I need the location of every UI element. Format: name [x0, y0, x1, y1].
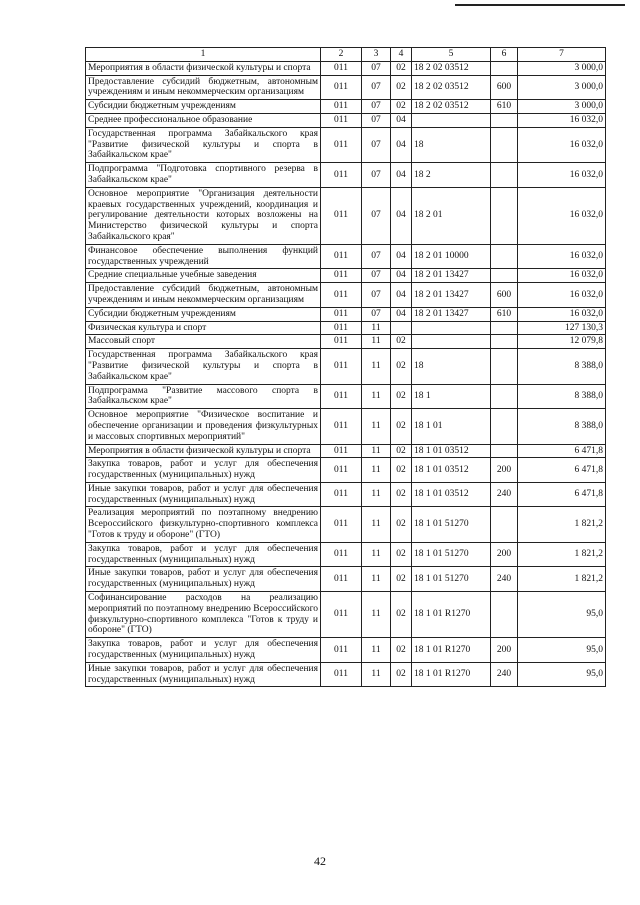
- table-row: [86, 163, 606, 188]
- amount-cell: 95,0: [518, 592, 606, 638]
- ministry-code-cell: 011: [321, 592, 362, 638]
- header-cell: 4: [391, 48, 412, 62]
- subsection-code-cell: 02: [391, 638, 412, 663]
- table-row: [86, 592, 606, 638]
- expense-type-code-cell: [491, 244, 518, 269]
- ministry-code-cell: 011: [321, 244, 362, 269]
- header-cell: 2: [321, 48, 362, 62]
- section-code-cell: 11: [362, 349, 391, 384]
- header-cell: 5: [412, 48, 491, 62]
- target-article-code-cell: 18 1 01 03512: [412, 482, 491, 507]
- table-row: [86, 113, 606, 127]
- target-article-code-cell: 18 1 01 51270: [412, 542, 491, 567]
- subsection-code-cell: 02: [391, 409, 412, 444]
- amount-cell: 6 471,8: [518, 482, 606, 507]
- table-row: [86, 542, 606, 567]
- expense-name-cell: Предоставление субсидий бюджетным, автономным учреждениям и иным некоммерческим организациям: [86, 283, 321, 308]
- subsection-code-cell: 02: [391, 100, 412, 114]
- ministry-code-cell: 011: [321, 113, 362, 127]
- expense-name-cell: Субсидии бюджетным учреждениям: [86, 307, 321, 321]
- section-code-cell: 07: [362, 127, 391, 162]
- amount-cell: 8 388,0: [518, 409, 606, 444]
- target-article-code-cell: 18 1 01: [412, 409, 491, 444]
- section-code-cell: 11: [362, 321, 391, 335]
- target-article-code-cell: 18 2 02 03512: [412, 75, 491, 100]
- table-row: [86, 283, 606, 308]
- section-code-cell: 07: [362, 283, 391, 308]
- amount-cell: 16 032,0: [518, 307, 606, 321]
- header-cell: 3: [362, 48, 391, 62]
- table-row: [86, 662, 606, 687]
- subsection-code-cell: 02: [391, 507, 412, 542]
- expense-name-cell: Физическая культура и спорт: [86, 321, 321, 335]
- expense-type-code-cell: 610: [491, 307, 518, 321]
- expense-type-code-cell: 200: [491, 542, 518, 567]
- page-number: 42: [314, 854, 326, 868]
- target-article-code-cell: 18 2 01 13427: [412, 307, 491, 321]
- expense-type-code-cell: 240: [491, 567, 518, 592]
- section-code-cell: 11: [362, 482, 391, 507]
- expense-type-code-cell: [491, 409, 518, 444]
- subsection-code-cell: 02: [391, 335, 412, 349]
- table-row: [86, 307, 606, 321]
- subsection-code-cell: 02: [391, 384, 412, 409]
- expense-type-code-cell: [491, 269, 518, 283]
- table-row: [86, 335, 606, 349]
- target-article-code-cell: [412, 113, 491, 127]
- ministry-code-cell: 011: [321, 409, 362, 444]
- ministry-code-cell: 011: [321, 283, 362, 308]
- ministry-code-cell: 011: [321, 638, 362, 663]
- expense-type-code-cell: 200: [491, 638, 518, 663]
- subsection-code-cell: 04: [391, 269, 412, 283]
- table-row: [86, 127, 606, 162]
- expense-name-cell: Основное мероприятие "Физическое воспитание и обеспечение организации и проведения физкультурных и массовых спортивных мероприятий": [86, 409, 321, 444]
- target-article-code-cell: 18 1 01 51270: [412, 567, 491, 592]
- section-code-cell: 11: [362, 458, 391, 483]
- target-article-code-cell: 18 2 01 13427: [412, 269, 491, 283]
- expense-name-cell: Предоставление субсидий бюджетным, автономным учреждениям и иным некоммерческим организациям: [86, 75, 321, 100]
- target-article-code-cell: 18 2 01 10000: [412, 244, 491, 269]
- expense-name-cell: Реализация мероприятий по поэтапному внедрению Всероссийского физкультурно-спортивного комплекса "Готов к труду и обороне" (ГТО): [86, 507, 321, 542]
- target-article-code-cell: 18 2 01 13427: [412, 283, 491, 308]
- ministry-code-cell: 011: [321, 61, 362, 75]
- table-row: [86, 187, 606, 244]
- section-code-cell: 11: [362, 662, 391, 687]
- table-row: [86, 507, 606, 542]
- section-code-cell: 11: [362, 409, 391, 444]
- subsection-code-cell: 04: [391, 307, 412, 321]
- table-row: [86, 100, 606, 114]
- subsection-code-cell: 04: [391, 244, 412, 269]
- ministry-code-cell: 011: [321, 335, 362, 349]
- amount-cell: 127 130,3: [518, 321, 606, 335]
- section-code-cell: 07: [362, 163, 391, 188]
- expense-name-cell: Иные закупки товаров, работ и услуг для обеспечения государственных (муниципальных) нужд: [86, 662, 321, 687]
- expense-name-cell: Среднее профессиональное образование: [86, 113, 321, 127]
- subsection-code-cell: 02: [391, 592, 412, 638]
- expense-name-cell: Финансовое обеспечение выполнения функций государственных учреждений: [86, 244, 321, 269]
- amount-cell: 16 032,0: [518, 163, 606, 188]
- subsection-code-cell: 02: [391, 444, 412, 458]
- amount-cell: 1 821,2: [518, 507, 606, 542]
- subsection-code-cell: 02: [391, 349, 412, 384]
- subsection-code-cell: 04: [391, 127, 412, 162]
- expense-name-cell: Средние специальные учебные заведения: [86, 269, 321, 283]
- ministry-code-cell: 011: [321, 163, 362, 188]
- table-row: [86, 321, 606, 335]
- table-row: [86, 409, 606, 444]
- expense-name-cell: Подпрограмма "Развитие массового спорта в Забайкальском крае": [86, 384, 321, 409]
- target-article-code-cell: 18 2 02 03512: [412, 100, 491, 114]
- table-row: [86, 444, 606, 458]
- expense-type-code-cell: [491, 61, 518, 75]
- expense-type-code-cell: 240: [491, 662, 518, 687]
- table-row: [86, 638, 606, 663]
- expense-type-code-cell: 600: [491, 283, 518, 308]
- table-row: [86, 61, 606, 75]
- amount-cell: 3 000,0: [518, 75, 606, 100]
- subsection-code-cell: 02: [391, 458, 412, 483]
- amount-cell: 16 032,0: [518, 283, 606, 308]
- ministry-code-cell: 011: [321, 127, 362, 162]
- amount-cell: 3 000,0: [518, 100, 606, 114]
- section-code-cell: 11: [362, 592, 391, 638]
- section-code-cell: 07: [362, 61, 391, 75]
- amount-cell: 8 388,0: [518, 384, 606, 409]
- table-header-row: [86, 48, 606, 62]
- ministry-code-cell: 011: [321, 662, 362, 687]
- target-article-code-cell: 18 1 01 51270: [412, 507, 491, 542]
- ministry-code-cell: 011: [321, 542, 362, 567]
- ministry-code-cell: 011: [321, 349, 362, 384]
- subsection-code-cell: 04: [391, 187, 412, 244]
- ministry-code-cell: 011: [321, 75, 362, 100]
- target-article-code-cell: 18 2 02 03512: [412, 61, 491, 75]
- subsection-code-cell: 02: [391, 482, 412, 507]
- header-cell: 1: [86, 48, 321, 62]
- header-cell: 7: [518, 48, 606, 62]
- ministry-code-cell: 011: [321, 269, 362, 283]
- target-article-code-cell: [412, 321, 491, 335]
- expense-name-cell: Софинансирование расходов на реализацию мероприятий по поэтапному внедрению Всероссийского физкультурно-спортивного комплекса "Готов к труду и обороне" (ГТО): [86, 592, 321, 638]
- expense-type-code-cell: [491, 113, 518, 127]
- target-article-code-cell: 18 1 01 03512: [412, 458, 491, 483]
- expense-type-code-cell: 200: [491, 458, 518, 483]
- section-code-cell: 11: [362, 384, 391, 409]
- expense-type-code-cell: [491, 384, 518, 409]
- target-article-code-cell: 18: [412, 127, 491, 162]
- expense-name-cell: Государственная программа Забайкальского края "Развитие физической культуры и спорта в Забайкальском крае": [86, 349, 321, 384]
- expense-type-code-cell: 600: [491, 75, 518, 100]
- ministry-code-cell: 011: [321, 507, 362, 542]
- ministry-code-cell: 011: [321, 458, 362, 483]
- amount-cell: 8 388,0: [518, 349, 606, 384]
- expense-name-cell: Подпрограмма "Подготовка спортивного резерва в Забайкальском крае": [86, 163, 321, 188]
- section-code-cell: 07: [362, 100, 391, 114]
- expense-name-cell: Закупка товаров, работ и услуг для обеспечения государственных (муниципальных) нужд: [86, 458, 321, 483]
- expense-type-code-cell: [491, 444, 518, 458]
- expense-type-code-cell: [491, 127, 518, 162]
- expense-name-cell: Массовый спорт: [86, 335, 321, 349]
- amount-cell: 12 079,8: [518, 335, 606, 349]
- table-row: [86, 75, 606, 100]
- subsection-code-cell: 02: [391, 75, 412, 100]
- subsection-code-cell: 02: [391, 567, 412, 592]
- expense-type-code-cell: [491, 321, 518, 335]
- expense-type-code-cell: [491, 163, 518, 188]
- top-rule: [455, 4, 625, 6]
- amount-cell: 16 032,0: [518, 187, 606, 244]
- table-row: [86, 567, 606, 592]
- expense-name-cell: Мероприятия в области физической культуры и спорта: [86, 61, 321, 75]
- subsection-code-cell: 04: [391, 113, 412, 127]
- section-code-cell: 11: [362, 567, 391, 592]
- subsection-code-cell: 04: [391, 163, 412, 188]
- section-code-cell: 07: [362, 187, 391, 244]
- target-article-code-cell: 18: [412, 349, 491, 384]
- target-article-code-cell: 18 1 01 R1270: [412, 662, 491, 687]
- section-code-cell: 11: [362, 444, 391, 458]
- subsection-code-cell: 02: [391, 542, 412, 567]
- section-code-cell: 07: [362, 113, 391, 127]
- target-article-code-cell: 18 1: [412, 384, 491, 409]
- budget-table: [85, 47, 606, 687]
- target-article-code-cell: 18 2 01: [412, 187, 491, 244]
- expense-name-cell: Основное мероприятие "Организация деятельности краевых государственных учреждений, координация и регулирование деятельности которых возложены на Министерство физической культуры и спорта Забайкальского края": [86, 187, 321, 244]
- section-code-cell: 11: [362, 335, 391, 349]
- section-code-cell: 07: [362, 307, 391, 321]
- table-row: [86, 482, 606, 507]
- table-row: [86, 384, 606, 409]
- header-cell: 6: [491, 48, 518, 62]
- table-row: [86, 244, 606, 269]
- expense-type-code-cell: [491, 349, 518, 384]
- expense-name-cell: Государственная программа Забайкальского края "Развитие физической культуры и спорта в Забайкальском крае": [86, 127, 321, 162]
- amount-cell: 95,0: [518, 662, 606, 687]
- expense-name-cell: Мероприятия в области физической культуры и спорта: [86, 444, 321, 458]
- amount-cell: 1 821,2: [518, 542, 606, 567]
- subsection-code-cell: 04: [391, 283, 412, 308]
- amount-cell: 3 000,0: [518, 61, 606, 75]
- amount-cell: 95,0: [518, 638, 606, 663]
- target-article-code-cell: 18 1 01 R1270: [412, 592, 491, 638]
- ministry-code-cell: 011: [321, 321, 362, 335]
- expense-name-cell: Иные закупки товаров, работ и услуг для обеспечения государственных (муниципальных) нужд: [86, 567, 321, 592]
- target-article-code-cell: 18 1 01 R1270: [412, 638, 491, 663]
- table-row: [86, 349, 606, 384]
- expense-type-code-cell: [491, 592, 518, 638]
- amount-cell: 6 471,8: [518, 458, 606, 483]
- section-code-cell: 11: [362, 638, 391, 663]
- expense-type-code-cell: 610: [491, 100, 518, 114]
- subsection-code-cell: 02: [391, 61, 412, 75]
- subsection-code-cell: [391, 321, 412, 335]
- ministry-code-cell: 011: [321, 307, 362, 321]
- ministry-code-cell: 011: [321, 567, 362, 592]
- expense-type-code-cell: [491, 187, 518, 244]
- section-code-cell: 07: [362, 244, 391, 269]
- subsection-code-cell: 02: [391, 662, 412, 687]
- section-code-cell: 07: [362, 75, 391, 100]
- expense-type-code-cell: [491, 507, 518, 542]
- expense-name-cell: Закупка товаров, работ и услуг для обеспечения государственных (муниципальных) нужд: [86, 542, 321, 567]
- ministry-code-cell: 011: [321, 100, 362, 114]
- ministry-code-cell: 011: [321, 187, 362, 244]
- amount-cell: 16 032,0: [518, 244, 606, 269]
- amount-cell: 6 471,8: [518, 444, 606, 458]
- ministry-code-cell: 011: [321, 482, 362, 507]
- amount-cell: 16 032,0: [518, 269, 606, 283]
- target-article-code-cell: 18 1 01 03512: [412, 444, 491, 458]
- ministry-code-cell: 011: [321, 384, 362, 409]
- section-code-cell: 11: [362, 542, 391, 567]
- ministry-code-cell: 011: [321, 444, 362, 458]
- table-row: [86, 269, 606, 283]
- expense-name-cell: Иные закупки товаров, работ и услуг для обеспечения государственных (муниципальных) нужд: [86, 482, 321, 507]
- target-article-code-cell: 18 2: [412, 163, 491, 188]
- amount-cell: 16 032,0: [518, 113, 606, 127]
- section-code-cell: 11: [362, 507, 391, 542]
- section-code-cell: 07: [362, 269, 391, 283]
- amount-cell: 1 821,2: [518, 567, 606, 592]
- amount-cell: 16 032,0: [518, 127, 606, 162]
- table-row: [86, 458, 606, 483]
- expense-type-code-cell: 240: [491, 482, 518, 507]
- expense-type-code-cell: [491, 335, 518, 349]
- expense-name-cell: Субсидии бюджетным учреждениям: [86, 100, 321, 114]
- target-article-code-cell: [412, 335, 491, 349]
- expense-name-cell: Закупка товаров, работ и услуг для обеспечения государственных (муниципальных) нужд: [86, 638, 321, 663]
